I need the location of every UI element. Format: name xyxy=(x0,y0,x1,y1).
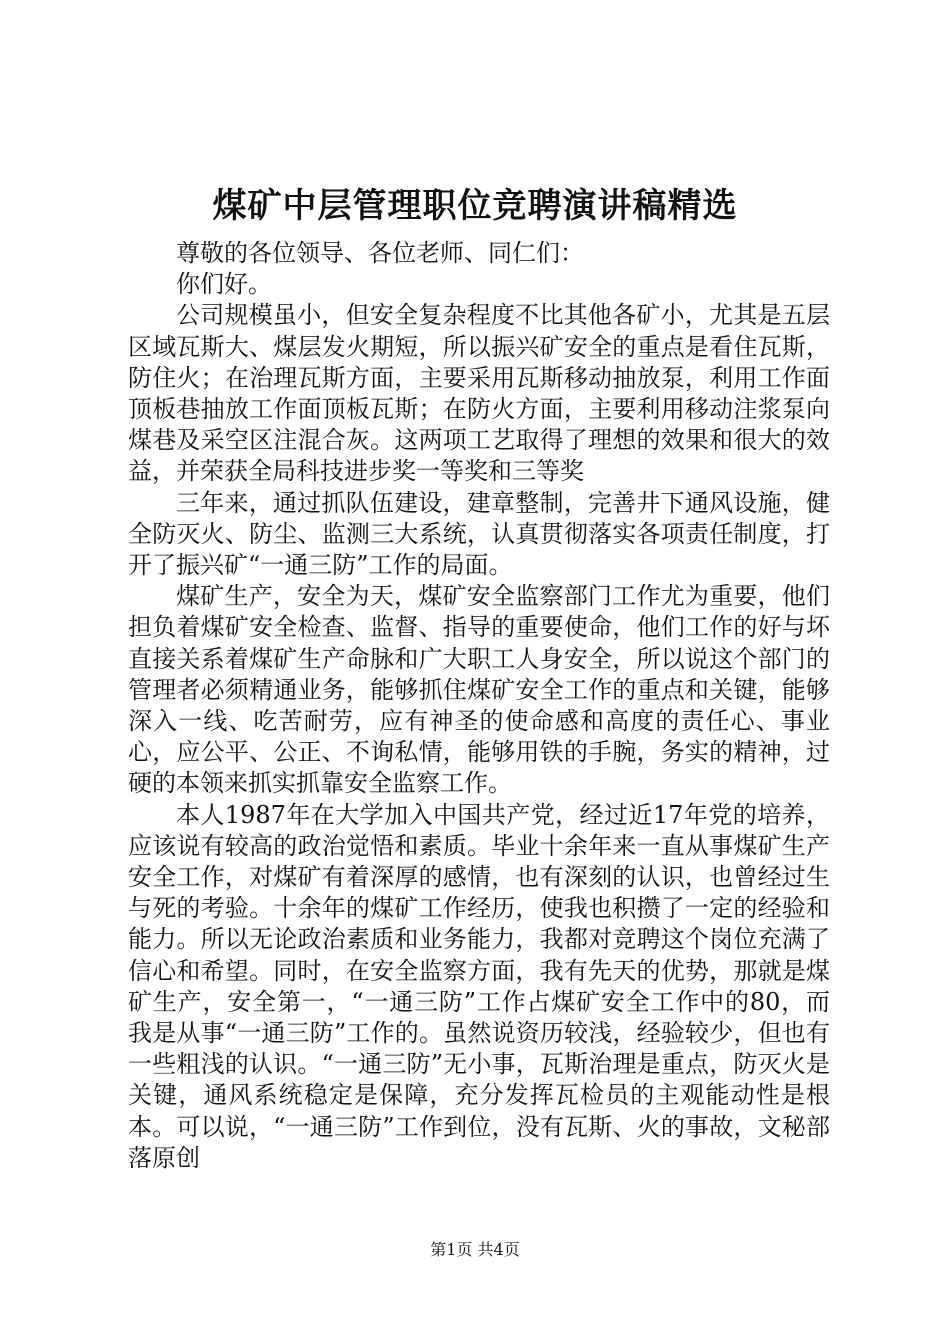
paragraph-safety-supervision: 煤矿生产，安全为天，煤矿安全监察部门工作尤为重要，他们担负着煤矿安全检查、监督、指导的重要使命，他们工作的好与坏直接关系着煤矿生产命脉和广大职工人身安全，所以说这个部门的管理者必须精通业务，能够抓住煤矿安全工作的重点和关键，能够深入一线、吃苦耐劳，应有神圣的使命感和高度的责任心、事业心，应公平、公正、不询私情，能够用铁的手腕，务实的精神，过硬的本领来抓实抓靠安全监察工作。 xyxy=(128,582,830,798)
paragraph-company-safety: 公司规模虽小，但安全复杂程度不比其他各矿小，尤其是五层区域瓦斯大、煤层发火期短，所以振兴矿安全的重点是看住瓦斯，防住火；在治理瓦斯方面，主要采用瓦斯移动抽放泵，利用工作面顶板巷抽放工作面顶板瓦斯；在防火方面，主要利用移动注浆泵向煤巷及采空区注混合灰。这两项工艺取得了理想的效果和很大的效益，并荣获全局科技进步奖一等奖和三等奖 xyxy=(128,301,830,486)
greeting: 你们好。 xyxy=(176,270,272,299)
paragraph-personal-background: 本人1987年在大学加入中国共产党，经过近17年党的培养，应该说有较高的政治觉悟和素质。毕业十余年来一直从事煤矿生产安全工作，对煤矿有着深厚的感情，也有深刻的认识，也曾经过生与死的考验。十余年的煤矿工作经历，使我也积攒了一定的经验和能力。所以无论政治素质和业务能力，我都对竞聘这个岗位充满了信心和希望。同时，在安全监察方面，我有先天的优势，那就是煤矿生产，安全第一，“一通三防”工作占煤矿安全工作中的80，而我是从事“一通三防”工作的。虽然说资历较浅，经验较少，但也有一些粗浅的认识。“一通三防”无小事，瓦斯治理是重点，防灭火是关键，通风系统稳定是保障，充分发挥瓦检员的主观能动性是根本。可以说，“一通三防”工作到位，没有瓦斯、火的事故，文秘部落原创 xyxy=(128,800,830,1172)
paragraph-three-years: 三年来，通过抓队伍建设，建章整制，完善井下通风设施，健全防灭火、防尘、监测三大系统，认真贯彻落实各项责任制度，打开了振兴矿“一通三防”工作的局面。 xyxy=(128,488,830,580)
salutation: 尊敬的各位领导、各位老师、同仁们： xyxy=(176,239,584,267)
document-body xyxy=(128,238,830,1174)
document-title: 煤矿中层管理职位竞聘演讲稿精选 xyxy=(212,186,738,226)
page-indicator: 第1页 共4页 xyxy=(430,1240,520,1259)
